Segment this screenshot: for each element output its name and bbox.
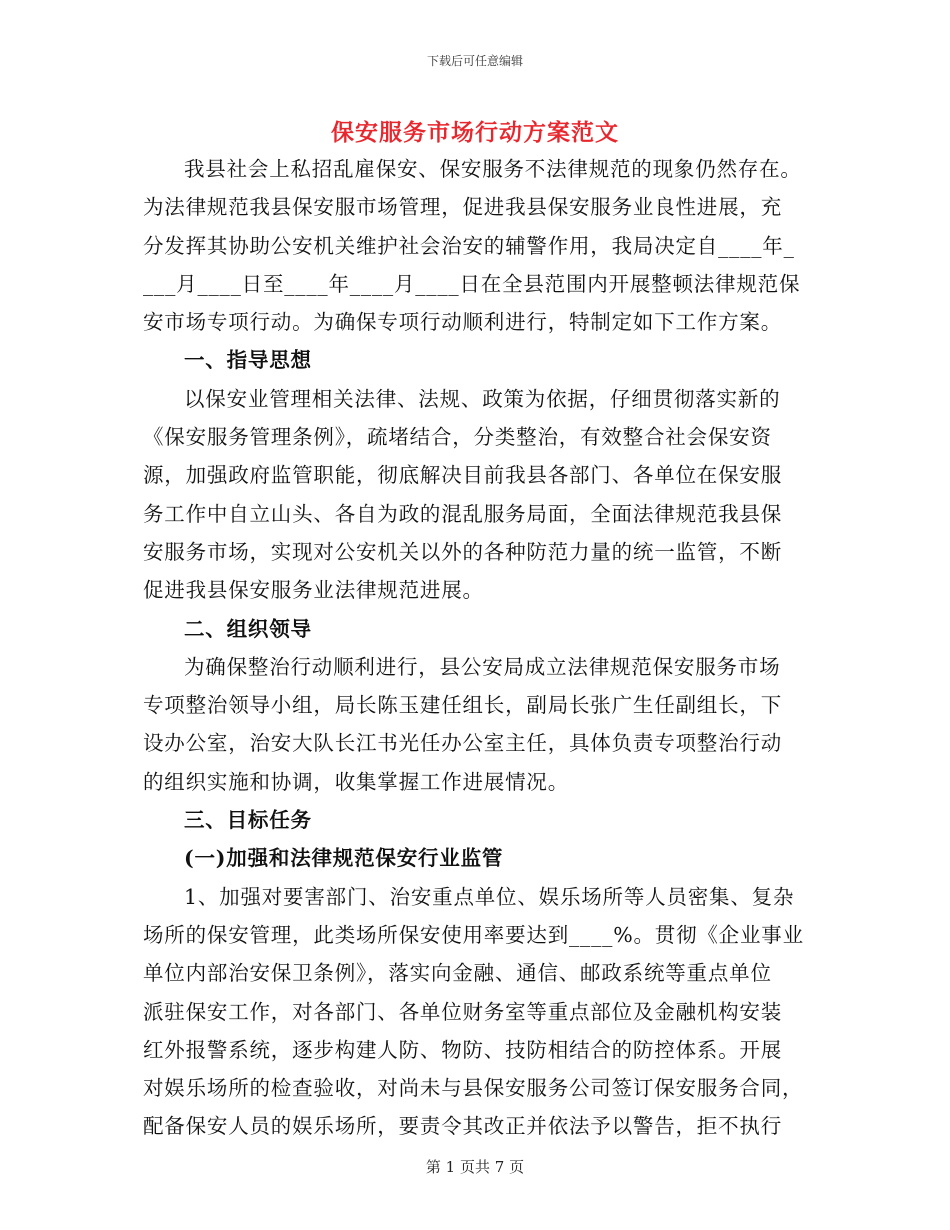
page-header-note: 下载后可任意编辑 — [426, 54, 523, 68]
paragraph-line: 我县社会上私招乱雇保安、保安服务不法律规范的现象仍然存在。 — [184, 157, 802, 181]
paragraph-line: 专项整治领导小组，局长陈玉建任组长，副局长张广生任副组长，下 — [143, 693, 782, 718]
paragraph-line: 的组织实施和协调，收集掌握工作进展情况。 — [143, 769, 569, 794]
document-title: 保安服务市场行动方案范文 — [331, 119, 619, 146]
section-heading-guiding-thought: 一、指导思想 — [184, 348, 312, 373]
paragraph-line: 单位内部治安保卫条例》，落实向金融、通信、邮政系统等重点单位 — [143, 961, 772, 986]
page-number-footer: 第 1 页共 7 页 — [425, 1158, 525, 1176]
paragraph-line: 安服务市场，实现对公安机关以外的各种防范力量的统一监管，不断 — [143, 539, 782, 564]
paragraph-line: 设办公室，治安大队长江书光任办公室主任，具体负责专项整治行动 — [143, 731, 782, 756]
paragraph-line: 安市场专项行动。为确保专项行动顺利进行，特制定如下工作方案。 — [143, 310, 782, 335]
paragraph-line: 促进我县保安服务业法律规范进展。 — [143, 578, 484, 603]
paragraph-line: 为法律规范我县保安服市场管理，促进我县保安服务业良性进展，充 — [143, 195, 782, 220]
paragraph-line: 场所的保安管理，此类场所保安使用率要达到____%。贯彻《企业事业 — [143, 922, 804, 947]
paragraph-line: 派驻保安工作，对各部门、各单位财务室等重点部位及金融机构安装 — [143, 999, 782, 1024]
section-heading-targets: 三、目标任务 — [184, 808, 312, 833]
paragraph-line: 分发挥其协助公安机关维护社会治安的辅警作用，我局决定自____年_ — [143, 233, 795, 258]
paragraph-line: 源，加强政府监管职能，彻底解决目前我县各部门、各单位在保安服 — [143, 463, 782, 488]
paragraph-line: 对娱乐场所的检查验收，对尚未与县保安服务公司签订保安服务合同， — [143, 1076, 804, 1101]
paragraph-line: 为确保整治行动顺利进行，县公安局成立法律规范保安服务市场 — [184, 654, 781, 679]
paragraph-line: 以保安业管理相关法律、法规、政策为依据，仔细贯彻落实新的 — [184, 386, 781, 411]
paragraph-line: 《保安服务管理条例》，疏堵结合，分类整治，有效整合社会保安资 — [143, 425, 772, 450]
paragraph-line: 配备保安人员的娱乐场所，要责令其改正并依法予以警告，拒不执行 — [143, 1114, 782, 1139]
paragraph-line: 务工作中自立山头、各自为政的混乱服务局面，全面法律规范我县保 — [143, 501, 782, 526]
paragraph-line: 1、加强对要害部门、治安重点单位、娱乐场所等人员密集、复杂 — [184, 884, 795, 909]
subsection-heading-supervision: (一)加强和法律规范保安行业监管 — [184, 846, 504, 871]
section-heading-organization: 二、组织领导 — [184, 616, 312, 641]
document-body — [143, 150, 813, 1146]
paragraph-line: 红外报警系统，逐步构建人防、物防、技防相结合的防控体系。开展 — [143, 1037, 782, 1062]
paragraph-line: ___月____日至____年____月____日在全县范围内开展整顿法律规范保 — [143, 271, 801, 296]
